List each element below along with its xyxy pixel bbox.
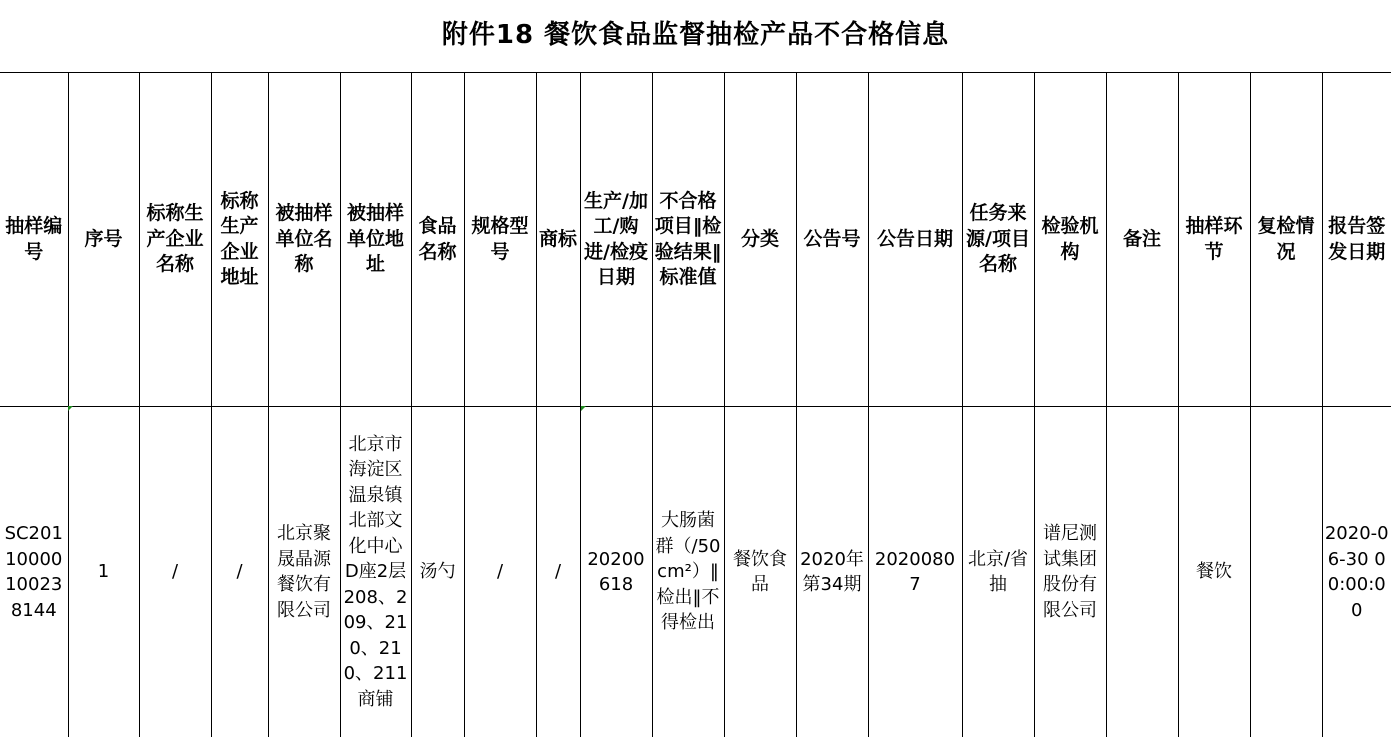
cell-report-date: 2020-06-30 00:00:00 bbox=[1322, 407, 1391, 737]
cell-category: 餐饮食品 bbox=[724, 407, 796, 737]
header-production-date: 生产/加工/购进/检疫日期 bbox=[580, 73, 652, 407]
cell-sampled-unit-name: 北京聚晟晶源餐饮有限公司 bbox=[268, 407, 340, 737]
header-remarks: 备注 bbox=[1106, 73, 1178, 407]
header-inspection-agency: 检验机构 bbox=[1034, 73, 1106, 407]
header-task-source: 任务来源/项目名称 bbox=[962, 73, 1034, 407]
cell-announcement-date: 20200807 bbox=[868, 407, 962, 737]
header-category: 分类 bbox=[724, 73, 796, 407]
cell-sampling-stage: 餐饮 bbox=[1178, 407, 1250, 737]
table-row bbox=[0, 407, 1391, 737]
cell-specification: / bbox=[464, 407, 536, 737]
header-unqualified-item: 不合格项目‖检验结果‖标准值 bbox=[652, 73, 724, 407]
cell-sample-id: SC20110000100238144 bbox=[0, 407, 68, 737]
header-announcement-no: 公告号 bbox=[796, 73, 868, 407]
header-sampled-unit-address: 被抽样单位地址 bbox=[340, 73, 411, 407]
header-sampled-unit-name: 被抽样单位名称 bbox=[268, 73, 340, 407]
cell-sampled-unit-address: 北京市海淀区温泉镇北部文化中心D座2层208、209、210、210、211商铺 bbox=[340, 407, 411, 737]
header-manufacturer-name: 标称生产企业名称 bbox=[139, 73, 211, 407]
cell-inspection-agency: 谱尼测试集团股份有限公司 bbox=[1034, 407, 1106, 737]
cell-food-name: 汤勺 bbox=[411, 407, 464, 737]
cell-manufacturer-name: / bbox=[139, 407, 211, 737]
cell-unqualified-item: 大肠菌群（/50cm²）‖检出‖不得检出 bbox=[652, 407, 724, 737]
header-sampling-stage: 抽样环节 bbox=[1178, 73, 1250, 407]
unqualified-products-table bbox=[0, 72, 1391, 737]
header-food-name: 食品名称 bbox=[411, 73, 464, 407]
header-recheck-status: 复检情况 bbox=[1250, 73, 1322, 407]
page-title: 附件18 餐饮食品监督抽检产品不合格信息 bbox=[441, 20, 950, 50]
cell-remarks bbox=[1106, 407, 1178, 737]
header-specification: 规格型号 bbox=[464, 73, 536, 407]
header-sample-id: 抽样编号 bbox=[0, 73, 68, 407]
header-serial-no: 序号 bbox=[68, 73, 139, 407]
header-row bbox=[0, 73, 1391, 407]
cell-comment-marker bbox=[581, 406, 586, 411]
cell-production-date: 20200618 bbox=[580, 407, 652, 737]
cell-task-source: 北京/省抽 bbox=[962, 407, 1034, 737]
header-report-date: 报告签发日期 bbox=[1322, 73, 1391, 407]
header-announcement-date: 公告日期 bbox=[868, 73, 962, 407]
header-manufacturer-address: 标称生产企业地址 bbox=[211, 73, 268, 407]
cell-manufacturer-address: / bbox=[211, 407, 268, 737]
cell-trademark: / bbox=[536, 407, 580, 737]
header-trademark: 商标 bbox=[536, 73, 580, 407]
cell-recheck-status bbox=[1250, 407, 1322, 737]
cell-announcement-no: 2020年第34期 bbox=[796, 407, 868, 737]
cell-serial-no: 1 bbox=[68, 407, 139, 737]
cell-comment-marker bbox=[68, 406, 73, 411]
